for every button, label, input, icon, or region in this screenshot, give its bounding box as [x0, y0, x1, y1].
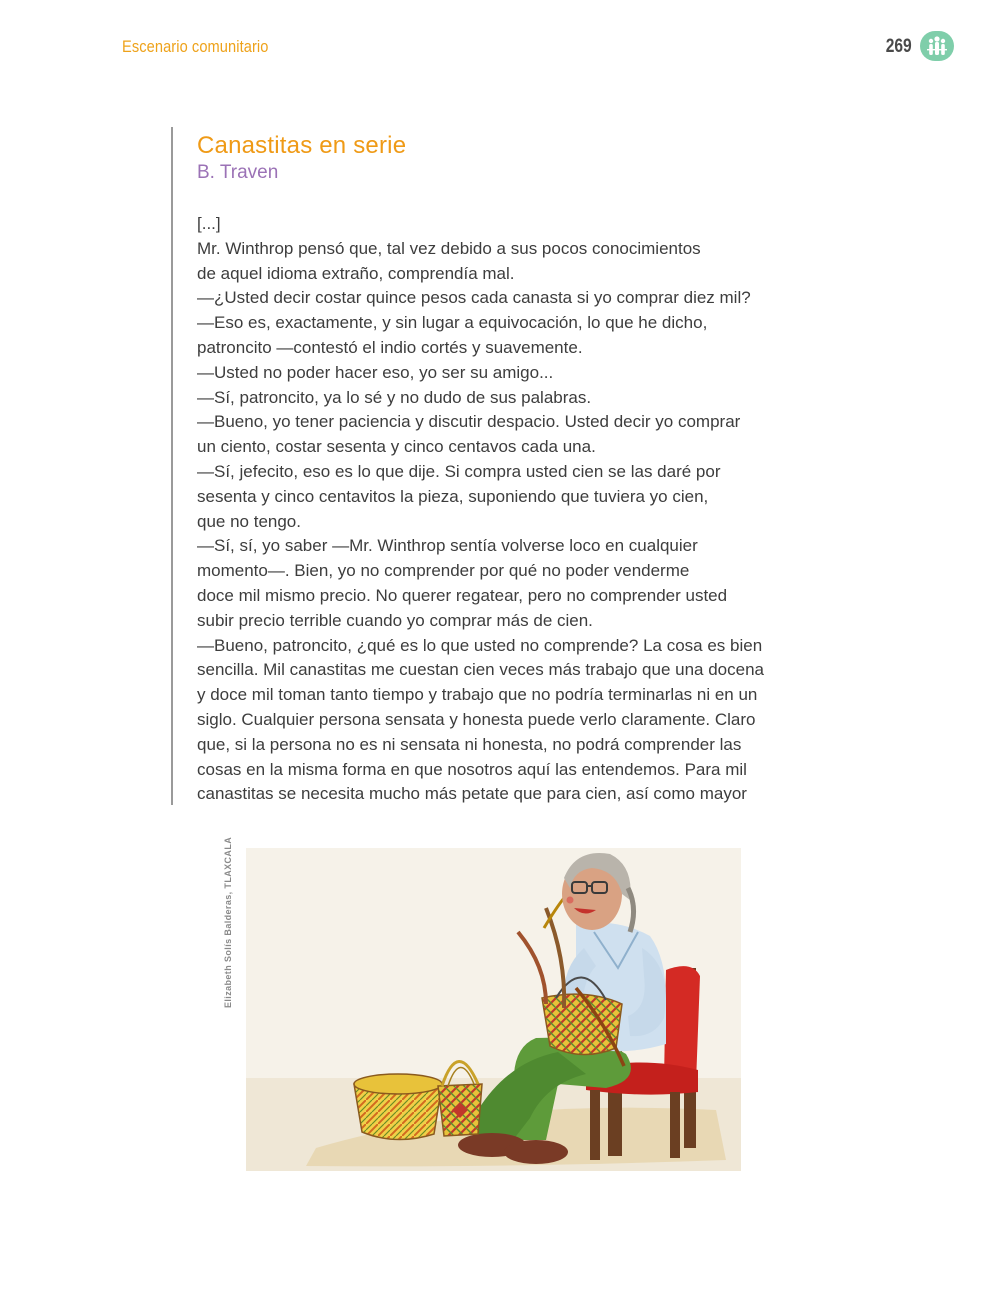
community-badge-icon: [920, 31, 954, 61]
text-line: que no tengo.: [197, 511, 301, 531]
page-number: 269: [886, 36, 912, 57]
section-label: Escenario comunitario: [122, 37, 269, 56]
reading-excerpt: [171, 127, 813, 805]
text-line: —Sí, jefecito, eso es lo que dije. Si compra usted cien se las daré por: [197, 461, 721, 481]
text-line: de aquel idioma extraño, comprendía mal.: [197, 263, 515, 283]
text-line: —Sí, patroncito, ya lo sé y no dudo de sus palabras.: [197, 387, 592, 407]
text-line: Mr. Winthrop pensó que, tal vez debido a sus pocos conocimientos: [197, 238, 701, 258]
text-line: —¿Usted decir costar quince pesos cada canasta si yo comprar diez mil?: [197, 288, 751, 308]
text-line: y doce mil toman tanto tiempo y trabajo que no podría terminarlas ni en un: [197, 685, 758, 705]
text-line: cosas en la misma forma en que nosotros aquí las entendemos. Para mil: [197, 759, 747, 779]
text-line: momento—. Bien, yo no comprender por qué no poder venderme: [197, 561, 690, 581]
text-line: —Bueno, patroncito, ¿qué es lo que usted no comprende? La cosa es bien: [197, 635, 763, 655]
text-line: patroncito —contestó el indio cortés y suavemente.: [197, 337, 583, 357]
text-line: —Bueno, yo tener paciencia y discutir despacio. Usted decir yo comprar: [197, 412, 741, 432]
text-line: un ciento, costar sesenta y cinco centavos cada una.: [197, 437, 596, 457]
excerpt-title: Canastitas en serie: [197, 132, 407, 159]
text-line: sencilla. Mil canastitas me cuestan cien veces más trabajo que una docena: [197, 660, 764, 680]
text-line: —Eso es, exactamente, y sin lugar a equivocación, lo que he dicho,: [197, 313, 708, 333]
text-line: que, si la persona no es ni sensata ni honesta, no podrá comprender las: [197, 734, 742, 754]
text-line: subir precio terrible cuando yo comprar más de cien.: [197, 610, 593, 630]
excerpt-body: [197, 212, 817, 807]
text-line: —Sí, sí, yo saber —Mr. Winthrop sentía volverse loco en cualquier: [197, 536, 698, 556]
text-line: —Usted no poder hacer eso, yo ser su amigo...: [197, 362, 554, 382]
text-line: doce mil mismo precio. No querer regatear, pero no comprender usted: [197, 585, 728, 605]
text-line: siglo. Cualquier persona sensata y honesta puede verlo claramente. Claro: [197, 709, 756, 729]
illustration-credit: [223, 836, 237, 1008]
text-line: [...]: [197, 214, 221, 233]
excerpt-author: B. Traven: [197, 162, 279, 183]
credit-text: Elizabeth Solís Balderas, TLAXCALA: [223, 836, 233, 1008]
text-line: sesenta y cinco centavitos la pieza, suponiendo que tuviera yo cien,: [197, 486, 709, 506]
basket-weaver-illustration: [246, 848, 741, 1171]
text-line: canastitas se necesita mucho más petate que para cien, así como mayor: [197, 784, 747, 804]
